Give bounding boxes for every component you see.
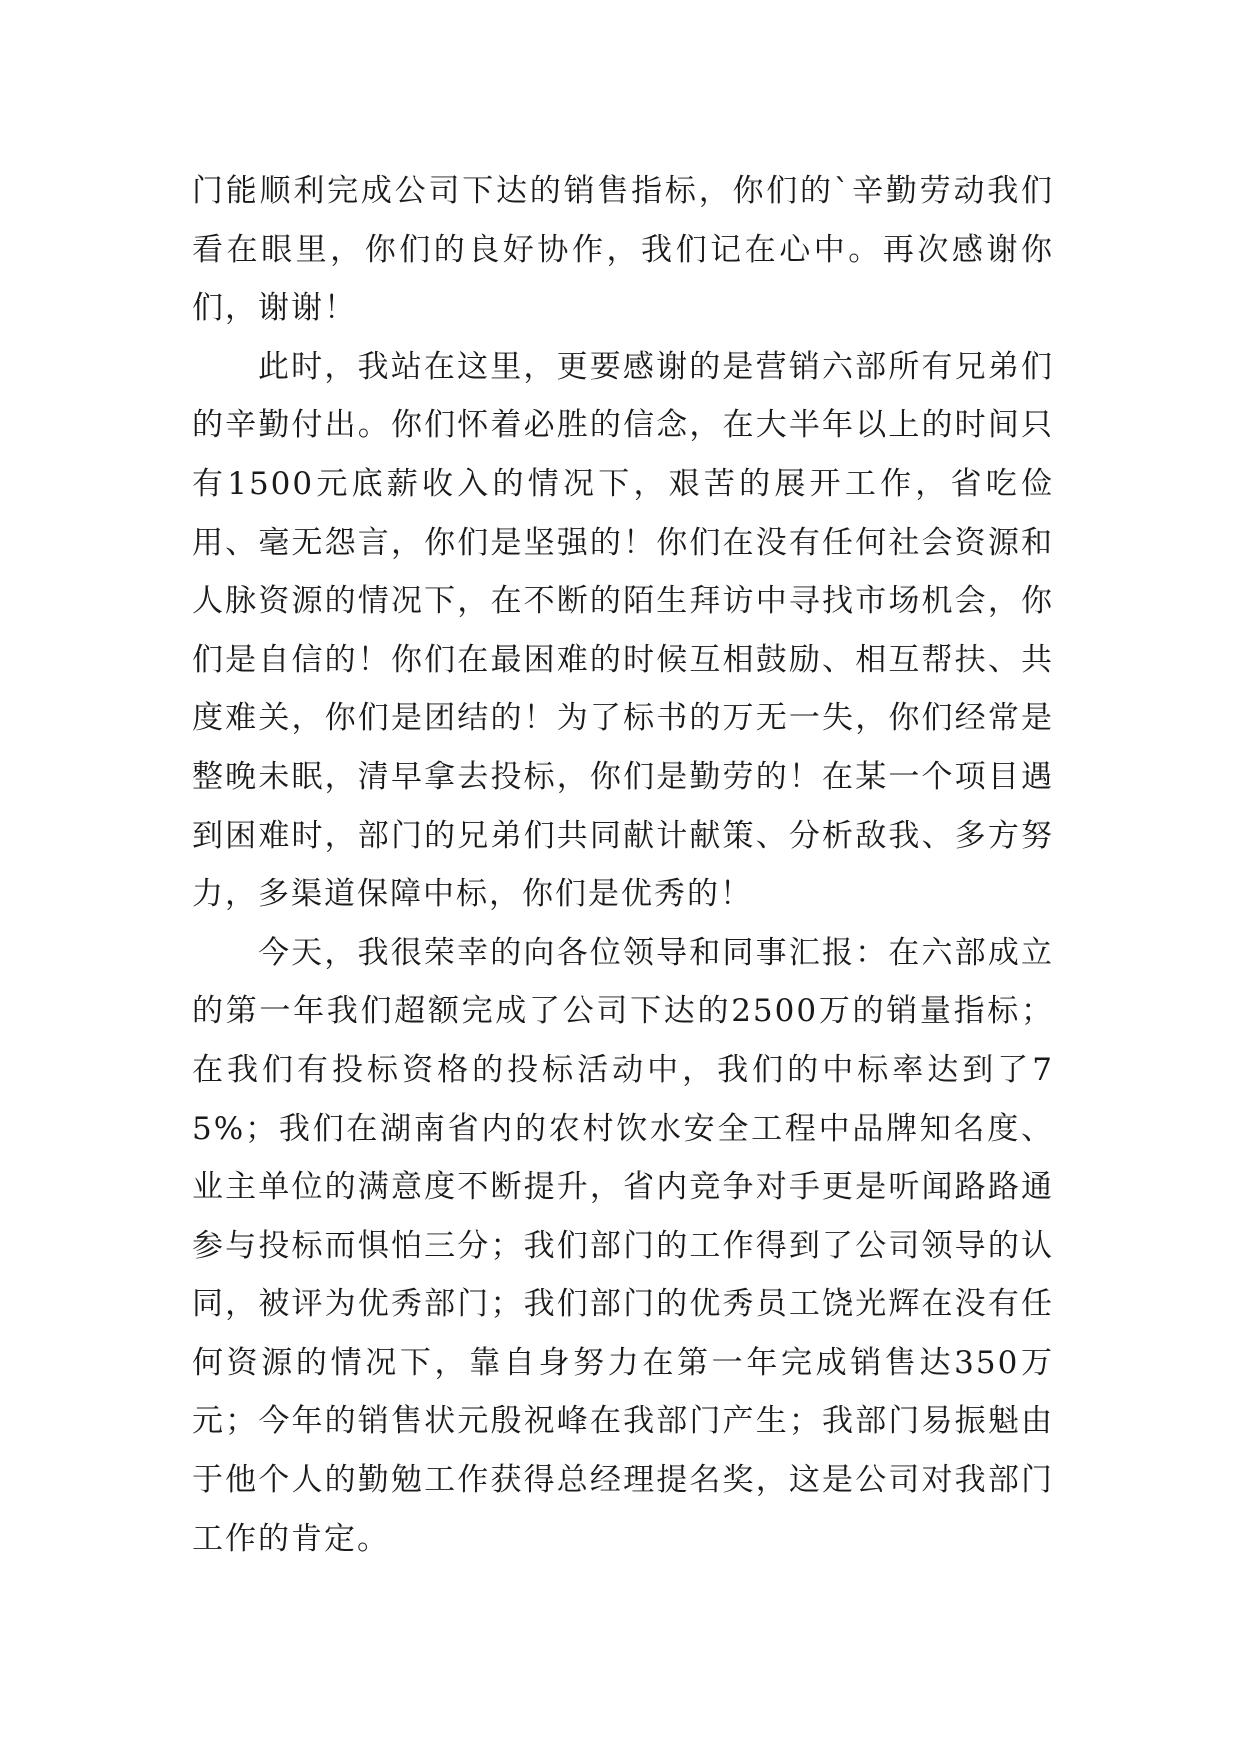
document-body	[192, 162, 1054, 1568]
paragraph-thanks-team: 此时，我站在这里，更要感谢的是营销六部所有兄弟们的辛勤付出。你们怀着必胜的信念，在大半年以上的时间只有1500元底薪收入的情况下，艰苦的展开工作，省吃俭用、毫无怨言，你们是坚强的！你们在没有任何社会资源和人脉资源的情况下，在不断的陌生拜访中寻找市场机会，你们是自信的！你们在最困难的时候互相鼓励、相互帮扶、共度难关，你们是团结的！为了标书的万无一失，你们经常是整晚未眠，清早拿去投标，你们是勤劳的！在某一个项目遇到困难时，部门的兄弟们共同献计献策、分析敌我、多方努力，多渠道保障中标，你们是优秀的！	[192, 348, 1054, 913]
paragraph-continuation: 门能顺利完成公司下达的销售指标，你们的`辛勤劳动我们看在眼里，你们的良好协作，我们记在心中。再次感谢你们，谢谢！	[192, 173, 1054, 327]
paragraph-achievements: 今天，我很荣幸的向各位领导和同事汇报：在六部成立的第一年我们超额完成了公司下达的2500万的销量指标；在我们有投标资格的投标活动中，我们的中标率达到了75%；我们在湖南省内的农村饮水安全工程中品牌知名度、业主单位的满意度不断提升，省内竞争对手更是听闻路路通参与投标而惧怕三分；我们部门的工作得到了公司领导的认同，被评为优秀部门；我们部门的优秀员工饶光辉在没有任何资源的情况下，靠自身努力在第一年完成销售达350万元；今年的销售状元殷祝峰在我部门产生；我部门易振魁由于他个人的勤勉工作获得总经理提名奖，这是公司对我部门工作的肯定。	[192, 934, 1054, 1557]
